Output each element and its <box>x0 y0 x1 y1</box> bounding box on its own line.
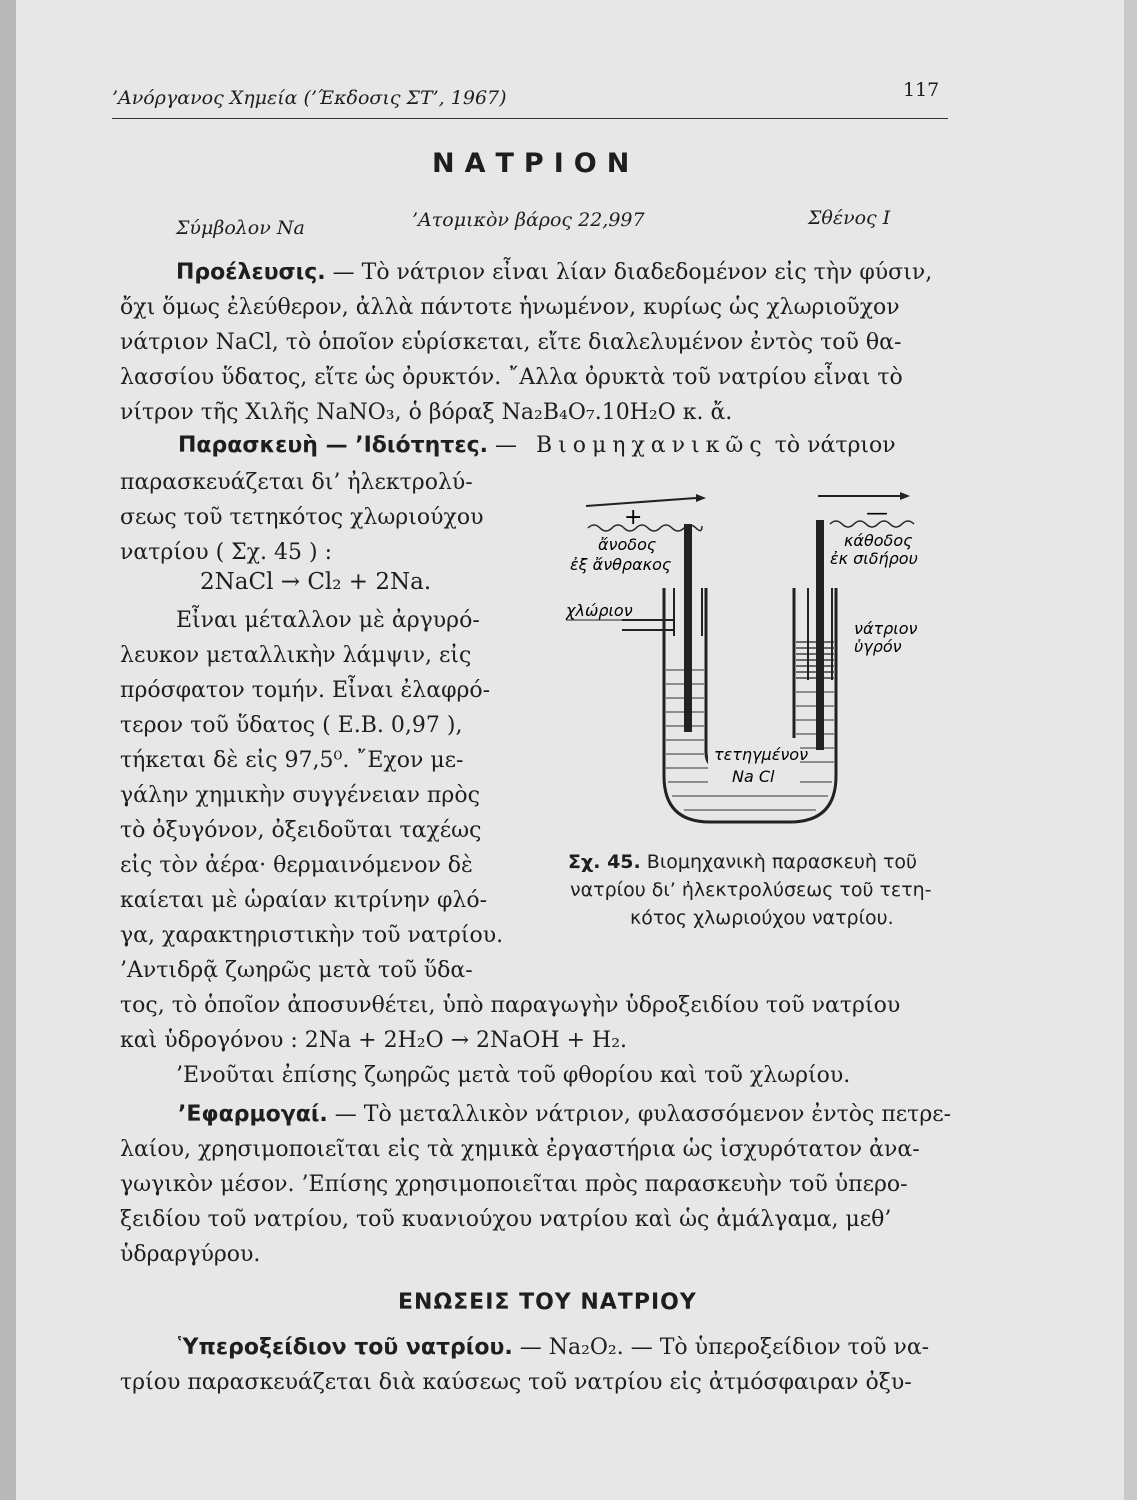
prep-line: γα, χαρακτηριστικὴν τοῦ νατρίου. <box>120 923 504 948</box>
prep-line: καίεται μὲ ὡραίαν κιτρίνην φλό- <box>120 888 488 913</box>
prep-line: νατρίου ( Σχ. 45 ) : <box>120 540 332 565</box>
peroxide-line: — Na₂O₂. — Τὸ ὑπεροξείδιον τοῦ να- <box>519 1335 930 1360</box>
current-arrow-right <box>818 492 910 500</box>
preparation-heading: Παρασκευὴ — ’Ιδιότητες. <box>178 433 488 458</box>
sodium-label-2: ὑγρόν <box>854 637 902 656</box>
page-outer-edge <box>1124 0 1137 1500</box>
caption-line: Βιομηχανικὴ παρασκευὴ τοῦ <box>646 851 918 873</box>
origin-line: ὄχι ὅμως ἐλεύθερον, ἀλλὰ πάντοτε ἡνωμένον, κυρίως ὡς χλωριοῦχον <box>120 295 900 320</box>
current-arrow-left <box>586 494 706 506</box>
header-rule <box>112 118 948 119</box>
figure-number: Σχ. 45. <box>568 851 641 873</box>
atomic-weight: ’Ατομικὸν βάρος 22,997 <box>412 209 645 231</box>
prep-line: τὸ ὀξυγόνον, ὀξειδοῦται ταχέως <box>120 818 482 843</box>
prep-line: σεως τοῦ τετηκότος χλωριούχου <box>120 505 484 530</box>
prep-line: πρόσφατον τομήν. Εἶναι ἐλαφρό- <box>120 678 491 703</box>
cathode-label-2: ἐκ σιδήρου <box>830 549 918 568</box>
origin-line: λασσίου ὕδατος, εἴτε ὡς ὀρυκτόν. ῎Αλλα ὀρυκτὰ τοῦ νατρίου εἶναι τὸ <box>120 365 903 390</box>
prep-line: τήκεται δὲ εἰς 97,5⁰. ῎Εχον με- <box>120 748 464 773</box>
prep-line: παρασκευάζεται δι’ ἠλεκτρολύ- <box>120 470 473 495</box>
applications-line: ὑδραργύρου. <box>120 1242 261 1267</box>
anode-label-2: ἐξ ἄνθρακος <box>570 555 672 574</box>
peroxide-first-line <box>178 1334 929 1362</box>
page-number: 117 <box>903 79 940 101</box>
prep-full-line: τος, τὸ ὁποῖον ἀποσυνθέτει, ὑπὸ παραγωγὴν ὑδροξειδίου τοῦ νατρίου <box>120 993 901 1018</box>
running-title: ’Ανόργανος Χημεία (’Έκδοσις ΣΤ’, 1967) <box>112 87 507 109</box>
iron-cathode <box>816 520 824 750</box>
origin-line: νάτριον NaCl, τὸ ὁποῖον εὑρίσκεται, εἴτε διαλελυμένον ἐντὸς τοῦ θα- <box>120 330 902 355</box>
valence: Σθένος I <box>808 207 891 229</box>
figure-caption-first <box>568 848 917 876</box>
origin-line: νίτρον τῆς Χιλῆς NaNO₃, ὁ βόραξ Na₂B₄O₇.10H₂O κ. ἄ. <box>120 400 733 425</box>
page-binding-edge <box>0 0 16 1500</box>
cathode-minus-sign: — <box>866 501 888 526</box>
prep-line: τερον τοῦ ὕδατος ( E.B. 0,97 ), <box>120 713 463 738</box>
anode-label-1: ἄνοδος <box>598 535 657 554</box>
electrolysis-cell-figure <box>560 484 960 836</box>
chlorine-outlet <box>622 620 674 630</box>
anode-plus-sign: + <box>624 505 643 530</box>
origin-first-line <box>176 259 932 287</box>
origin-line: — Τὸ νάτριον εἶναι λίαν διαδεδομένον εἰς τὴν φύσιν, <box>332 260 933 285</box>
peroxide-line: τρίου παρασκευάζεται διὰ καύσεως τοῦ νατρίου εἰς ἀτμόσφαιραν ὀξυ- <box>120 1370 912 1395</box>
applications-first-line <box>178 1101 951 1129</box>
prep-line: εἰς τὸν ἀέρα· θερμαινόμενον δὲ <box>120 853 473 878</box>
applications-heading: ’Εφαρμογαί. <box>178 1102 328 1127</box>
page-title: ΝΑΤΡΙΟΝ <box>432 148 640 179</box>
preparation-first-line <box>178 432 896 460</box>
origin-heading: Προέλευσις. <box>176 260 326 285</box>
prep-full-line: ’Ενοῦται ἐπίσης ζωηρῶς μετὰ τοῦ φθορίου καὶ τοῦ χλωρίου. <box>176 1063 851 1088</box>
prep-line: Εἶναι μέταλλον μὲ ἀργυρό- <box>176 608 480 633</box>
applications-line: γωγικὸν μέσον. ’Επίσης χρησιμοποιεῖται πρὸς παρασκευὴν τοῦ ὑπερο- <box>120 1172 908 1197</box>
applications-line: — Τὸ μεταλλικὸν νάτριον, φυλασσόμενον ἐντὸς πετρε- <box>334 1102 952 1127</box>
prep-line: γάλην χημικὴν συγγένειαν πρὸς <box>120 783 480 808</box>
section-title: ΕΝΩΣΕΙΣ ΤΟΥ ΝΑΤΡΙΟΥ <box>398 1290 697 1315</box>
applications-line: ξειδίου τοῦ νατρίου, τοῦ κυανιούχου νατρίου καὶ ὡς ἀμάλγαμα, μεθ’ <box>120 1207 892 1232</box>
prep-line: ’Αντιδρᾷ ζωηρῶς μετὰ τοῦ ὕδα- <box>120 958 473 983</box>
carbon-anode <box>684 524 692 732</box>
caption-line: κότος χλωριούχου νατρίου. <box>630 907 894 929</box>
chlorine-label: χλώριον <box>566 601 633 620</box>
melt-label-1: τετηγμένον <box>714 745 809 764</box>
applications-line: λαίου, χρησιμοποιεῖται εἰς τὰ χημικὰ ἐργαστήρια ὡς ἰσχυρότατον ἀνα- <box>120 1137 920 1162</box>
prep-line: λευκον μεταλλικὴν λάμψιν, εἰς <box>120 643 472 668</box>
electrolysis-equation: 2NaCl → Cl₂ + 2Na. <box>200 569 432 595</box>
melt-label-2: Na Cl <box>732 767 775 786</box>
sodium-label-1: νάτριον <box>854 619 918 638</box>
peroxide-heading: Ὑπεροξείδιον τοῦ νατρίου. <box>178 1335 513 1360</box>
cathode-label-1: κάθοδος <box>844 531 913 550</box>
element-symbol: Σύμβολον Na <box>176 217 305 239</box>
liquid-sodium-layer <box>796 642 834 678</box>
hydrolysis-equation: καὶ ὑδρογόνου : 2Na + 2H₂O → 2NaOH + H₂. <box>120 1028 628 1053</box>
caption-line: νατρίου δι’ ἠλεκτρολύσεως τοῦ τετη- <box>570 879 932 901</box>
spaced-word: — Βιομηχανικῶς <box>494 433 768 458</box>
heading-rest: τὸ νάτριον <box>774 433 896 458</box>
